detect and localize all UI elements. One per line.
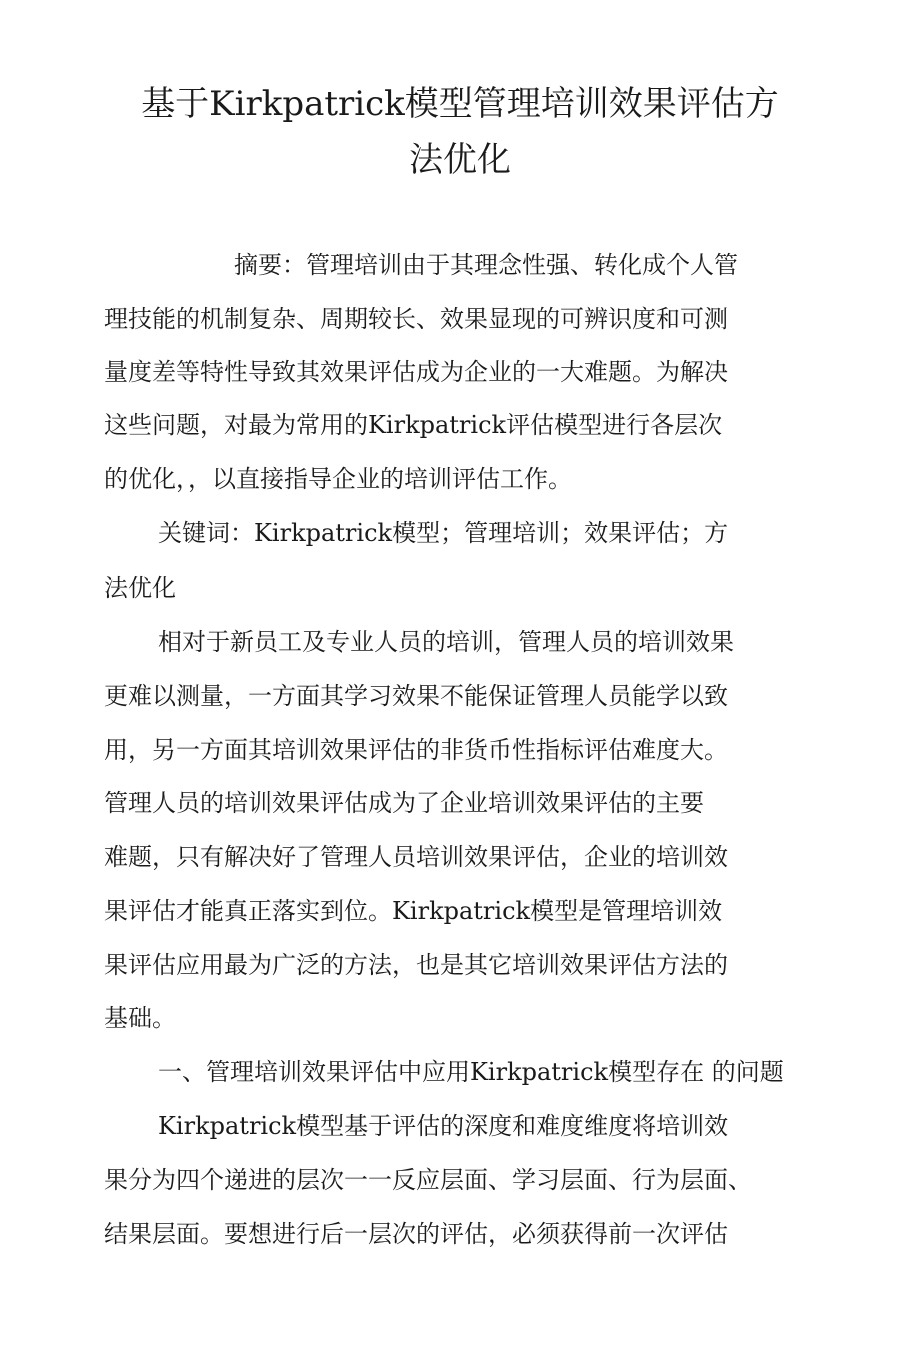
section-paragraph-line-1: Kirkpatrick模型基于评估的深度和难度维度将培训效 bbox=[158, 1112, 729, 1140]
body-paragraph-line-6: 果评估才能真正落实到位。Kirkpatrick模型是管理培训效 bbox=[104, 897, 723, 925]
body-paragraph-line-8: 基础。 bbox=[104, 1004, 176, 1032]
body-paragraph-line-5: 难题，只有解决好了管理人员培训效果评估，企业的培训效 bbox=[104, 843, 728, 871]
abstract-line-4: 这些问题，对最为常用的Kirkpatrick评估模型进行各层次 bbox=[104, 411, 723, 439]
keywords-line-2: 法优化 bbox=[104, 574, 176, 602]
abstract-line-3: 量度差等特性导致其效果评估成为企业的一大难题。为解决 bbox=[104, 358, 728, 386]
section-paragraph-line-3: 结果层面。要想进行后一层次的评估，必须获得前一次评估 bbox=[104, 1220, 728, 1248]
body-paragraph-line-4: 管理人员的培训效果评估成为了企业培训效果评估的主要 bbox=[104, 789, 704, 817]
body-paragraph-line-7: 果评估应用最为广泛的方法，也是其它培训效果评估方法的 bbox=[104, 951, 728, 979]
document-title-line-2: 法优化 bbox=[409, 140, 511, 180]
abstract-line-5: 的优化，，以直接指导企业的培训评估工作。 bbox=[104, 465, 572, 493]
abstract-line-2: 理技能的机制复杂、周期较长、效果显现的可辨识度和可测 bbox=[104, 305, 728, 333]
section-paragraph-line-2: 果分为四个递进的层次一一反应层面、学习层面、行为层面、 bbox=[104, 1166, 752, 1194]
document-title-line-1: 基于Kirkpatrick模型管理培训效果评估方 bbox=[141, 84, 779, 124]
body-paragraph-line-2: 更难以测量，一方面其学习效果不能保证管理人员能学以致 bbox=[104, 682, 728, 710]
keywords-line-1: 关键词：Kirkpatrick模型；管理培训；效果评估；方 bbox=[158, 519, 729, 547]
body-paragraph-line-1: 相对于新员工及专业人员的培训，管理人员的培训效果 bbox=[158, 628, 734, 656]
body-paragraph-line-3: 用，另一方面其培训效果评估的非货币性指标评估难度大。 bbox=[104, 736, 728, 764]
section-heading: 一、管理培训效果评估中应用Kirkpatrick模型存在 的问题 bbox=[158, 1058, 784, 1086]
abstract-line-1: 摘要：管理培训由于其理念性强、转化成个人管 bbox=[234, 251, 738, 279]
